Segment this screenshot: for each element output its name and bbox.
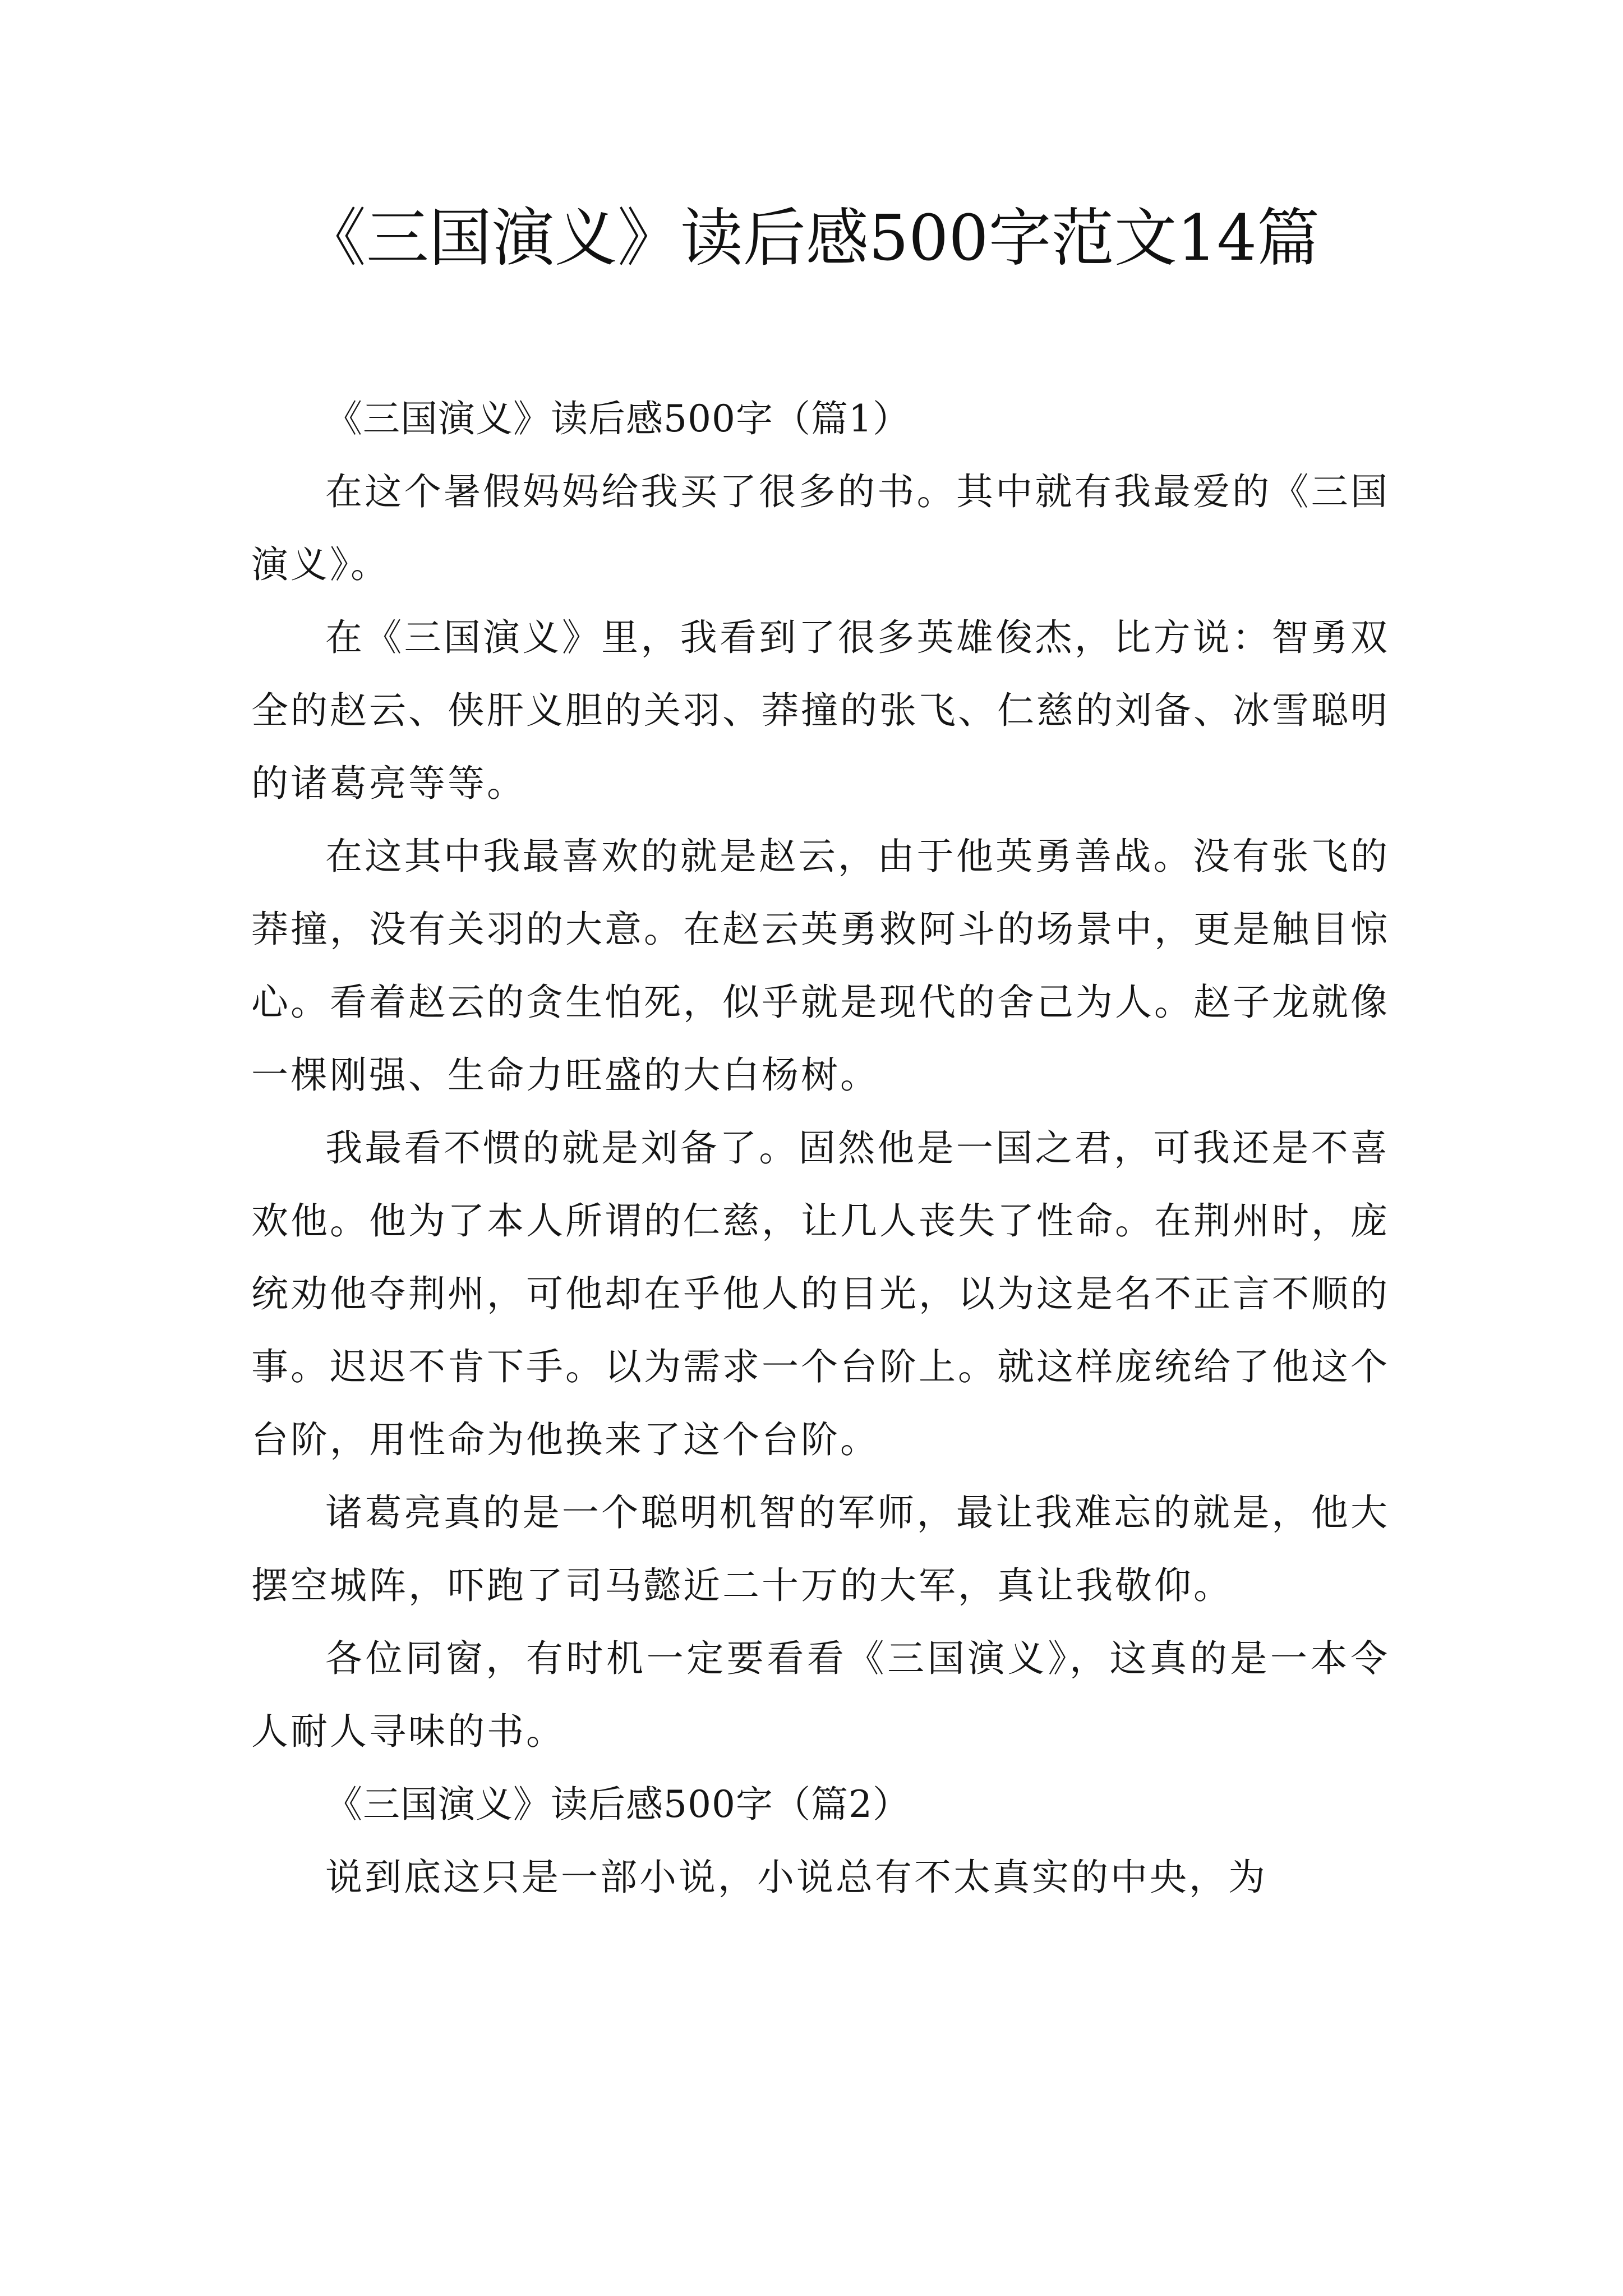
paragraph: 我最看不惯的就是刘备了。固然他是一国之君，可我还是不喜欢他。他为了本人所谓的仁慈，让几人丧失了性命。在荆州时，庞统劝他夺荆州，可他却在乎他人的目光，以为这是名不正言不顺的事。迟迟不肯下手。以为需求一个台阶上。就这样庞统给了他这个台阶，用性命为他换来了这个台阶。: [251, 1126, 1390, 1461]
paragraph: 各位同窗，有时机一定要看看《三国演义》，这真的是一本令人耐人寻味的书。: [251, 1637, 1390, 1753]
section-heading: 《三国演义》读后感500字（篇1）: [325, 397, 910, 440]
paragraph: 说到底这只是一部小说，小说总有不太真实的中央，为: [325, 1856, 1267, 1899]
document-title: 《三国演义》读后感500字范文14篇: [303, 202, 1320, 275]
paragraph: 在这其中我最喜欢的就是赵云，由于他英勇善战。没有张飞的莽撞，没有关羽的大意。在赵云英勇救阿斗的场景中，更是触目惊心。看着赵云的贪生怕死，似乎就是现代的舍己为人。赵子龙就像一棵刚强、生命力旺盛的大白杨树。: [251, 835, 1390, 1097]
section-heading: 《三国演义》读后感500字（篇2）: [325, 1783, 910, 1826]
paragraph: 诸葛亮真的是一个聪明机智的军师，最让我难忘的就是，他大摆空城阵，吓跑了司马懿近二十万的大军，真让我敬仰。: [251, 1491, 1390, 1607]
paragraph: 在《三国演义》里，我看到了很多英雄俊杰，比方说：智勇双全的赵云、侠肝义胆的关羽、莽撞的张飞、仁慈的刘备、冰雪聪明的诸葛亮等等。: [251, 616, 1390, 805]
paragraph: 在这个暑假妈妈给我买了很多的书。其中就有我最爱的《三国演义》。: [251, 470, 1390, 586]
document-body: [251, 383, 1390, 1914]
